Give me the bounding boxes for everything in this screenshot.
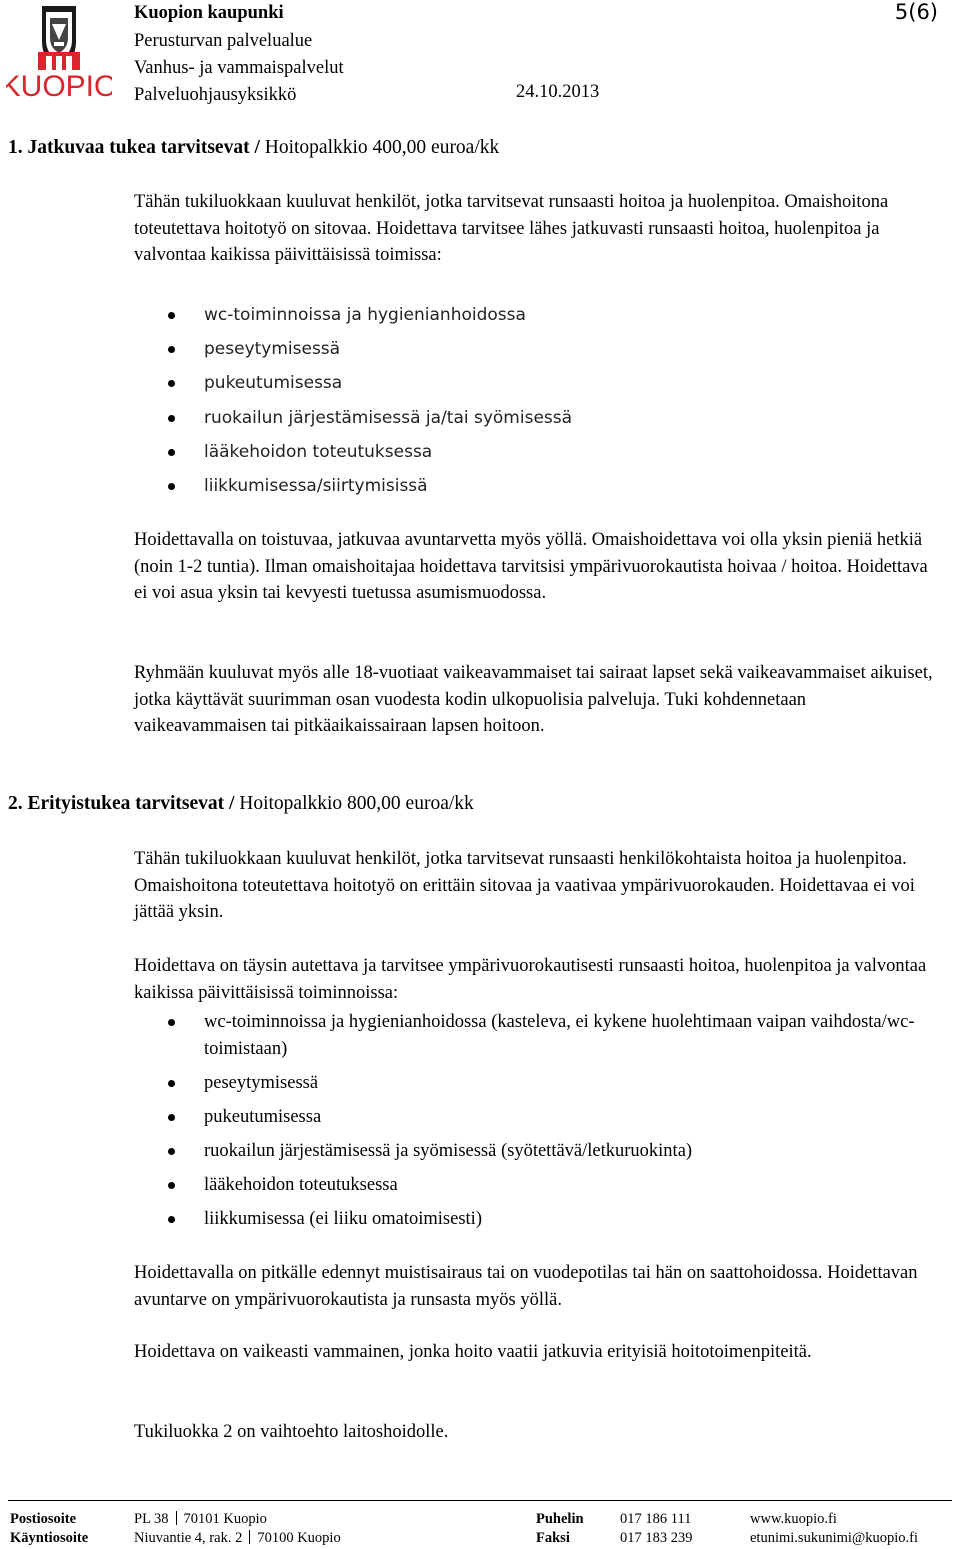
list-item: lääkehoidon toteutuksessa [168, 439, 948, 466]
header-department: Perusturvan palvelualue [134, 31, 313, 51]
section2-list [168, 1009, 948, 1240]
footer-phone: 017 186 111 [620, 1511, 692, 1527]
footer-fax: 017 183 239 [620, 1530, 693, 1546]
list-item: peseytymisessä [168, 336, 948, 363]
logo-text: KUOPIO [6, 70, 112, 103]
footer-visit-code: 70100 Kuopio [257, 1530, 341, 1546]
section1-intro-text: Tähän tukiluokkaan kuuluvat henkilöt, jotka tarvitsevat runsaasti hoitoa ja huolenpitoa. Omaishoitona toteutettava hoitotyö on sitovaa. Hoidettava tarvitsee lähes jatkuvasti runsaasti hoitoa, huolenpitoa ja valvontaa kaikissa päivittäisissä toimissa: [134, 192, 889, 265]
footer-web-link[interactable]: www.kuopio.fi [750, 1511, 837, 1527]
section1-heading-title: 1. Jatkuvaa tukea tarvitsevat / [8, 137, 260, 158]
footer-postal-label: Postiosoite [10, 1511, 77, 1527]
header-subunit: Palveluohjausyksikkö [134, 85, 297, 105]
section2-heading-fee: Hoitopalkkio 800,00 euroa/kk [234, 793, 474, 814]
separator [176, 1511, 177, 1525]
header-date: 24.10.2013 [516, 82, 600, 102]
footer-postal-box: PL 38 [134, 1511, 169, 1527]
list-item: liikkumisessa (ei liiku omatoimisesti) [168, 1206, 948, 1233]
section2-heading-title: 2. Erityistukea tarvitsevat / [8, 793, 235, 814]
section2-para2-text: Hoidettava on täysin autettava ja tarvitsee ympärivuorokautisesti runsaasti hoitoa, huolenpitoa ja valvontaa kaikissa päivittäisissä toiminnoissa: [134, 956, 927, 1003]
section1-para3 [134, 660, 934, 740]
footer-visit-address [134, 1529, 341, 1547]
header-unit: Vanhus- ja vammaispalvelut [134, 58, 344, 78]
kuopio-logo [6, 4, 112, 106]
section2-para5-text: Tukiluokka 2 on vaihtoehto laitoshoidolle. [134, 1422, 449, 1442]
list-item: wc-toiminnoissa ja hygienianhoidossa [168, 302, 948, 329]
list-item: lääkehoidon toteutuksessa [168, 1172, 948, 1199]
kuopio-coat-of-arms-icon [6, 4, 112, 106]
section2-para3 [134, 1260, 934, 1313]
section2-para5 [134, 1419, 934, 1446]
footer-postal-address [134, 1510, 267, 1528]
footer-email-link[interactable]: etunimi.sukunimi@kuopio.fi [750, 1530, 919, 1546]
footer-divider [8, 1500, 952, 1501]
section1-para3-text: Ryhmään kuuluvat myös alle 18-vuotiaat vaikeavammaiset tai sairaat lapset sekä vaikeavammaiset aikuiset, jotka käyttävät suurimman osan vuodesta kodin ulkopuolisia palveluja. Tuki kohdennetaan vaikeavammaisen tai pitkäaikaissairaan lapsen hoitoon. [134, 663, 933, 736]
list-item: ruokailun järjestämisessä ja syömisessä (syötettävä/letkuruokinta) [168, 1138, 948, 1165]
section2-para4-text: Hoidettava on vaikeasti vammainen, jonka hoito vaatii jatkuvia erityisiä hoitotoimenpiteitä. [134, 1342, 812, 1362]
page-number: 5(6) [894, 0, 938, 24]
section1-intro [134, 189, 934, 269]
footer-fax-label: Faksi [536, 1530, 570, 1546]
section2-intro [134, 846, 934, 926]
section1-list [168, 302, 948, 507]
list-item: pukeutumisessa [168, 370, 948, 397]
separator [249, 1530, 250, 1544]
list-item: ruokailun järjestämisessä ja/tai syömisessä [168, 405, 948, 432]
section1-heading-fee: Hoitopalkkio 400,00 euroa/kk [259, 137, 500, 158]
footer-phone-label: Puhelin [536, 1511, 584, 1527]
header-org: Kuopion kaupunki [134, 3, 284, 23]
footer-postal-code: 70101 Kuopio [183, 1511, 267, 1527]
section1-heading [8, 137, 499, 159]
footer-visit-street: Niuvantie 4, rak. 2 [134, 1530, 243, 1546]
list-item: wc-toiminnoissa ja hygienianhoidossa (kasteleva, ei kykene huolehtimaan vaipan vaihdosta/wc-toimistaan) [168, 1009, 948, 1062]
section2-para2 [134, 953, 934, 1006]
list-item: liikkumisessa/siirtymisissä [168, 473, 948, 500]
section1-para2-text: Hoidettavalla on toistuvaa, jatkuvaa avuntarvetta myös yöllä. Omaishoidettava voi olla yksin pieniä hetkiä (noin 1-2 tuntia). Ilman omaishoitajaa hoidettava tarvitsisi ympärivuorokautista hoivaa / hoitoa. Hoidettava ei voi asua yksin tai kevyesti tuetussa asumismuodossa. [134, 530, 928, 603]
section2-heading [8, 793, 474, 815]
section2-para3-text: Hoidettavalla on pitkälle edennyt muistisairaus tai on vuodepotilas tai hän on saattohoidossa. Hoidettavan avuntarve on ympärivuorokautista ja runsasta myös yöllä. [134, 1263, 918, 1310]
footer-visit-label: Käyntiosoite [10, 1530, 89, 1546]
section2-para4 [134, 1339, 934, 1366]
list-item: pukeutumisessa [168, 1104, 948, 1131]
section1-para2 [134, 527, 934, 607]
section2-intro-text: Tähän tukiluokkaan kuuluvat henkilöt, jotka tarvitsevat runsaasti henkilökohtaista hoitoa ja huolenpitoa. Omaishoitona toteutettava hoitotyö on erittäin sitovaa ja vaativaa ympärivuorokauden. Hoidettavaa ei voi jättää yksin. [134, 849, 915, 922]
list-item: peseytymisessä [168, 1070, 948, 1097]
